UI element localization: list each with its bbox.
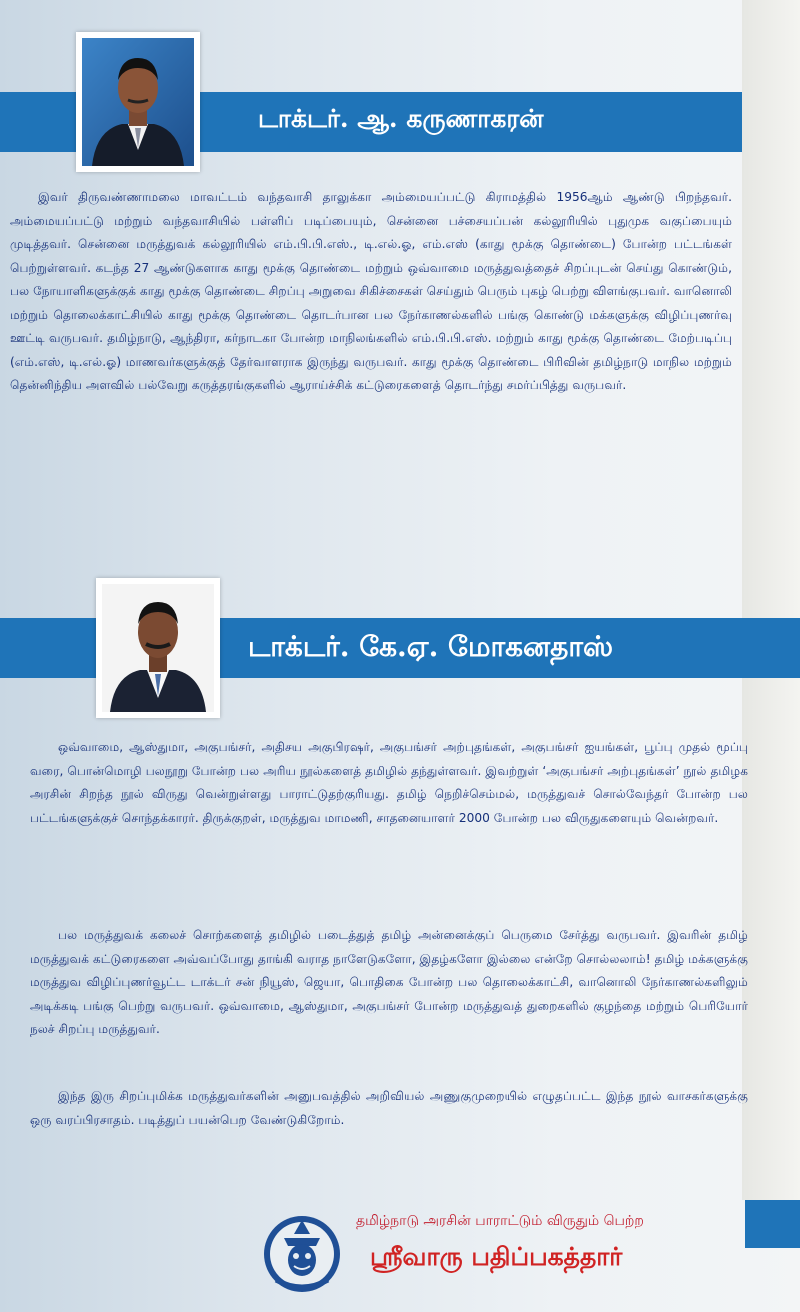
author2-bio-paragraph-1: ஒவ்வாமை, ஆஸ்துமா, அகுபங்சர், அதிசய அகுபிரஷர், அகுபங்சர் அற்புதங்கள், அகுபங்சர் ஐயங்கள், பூப்பு முதல் மூப்பு வரை, பொன்மொழி பலநூறு போன்ற பல அரிய நூல்களைத் தமிழில் தந்துள்ளவர். இவற்றுள் ‘அகுபங்சர் அற்புதங்கள்’ நூல் தமிழக அரசின் சிறந்த நூல் விருது வென்றுள்ளது பாராட்டுதற்குரியது. தமிழ் நெறிச்செம்மல், மருத்துவச் சொல்வேந்தர் போன்ற பல பட்டங்களுக்குச் சொந்தக்காரர். திருக்குறள், மருத்துவ மாமணி, சாதனையாளர் 2000 போன்ற பல விருதுகளையும் வென்றவர்.	[30, 740, 748, 825]
author2-name: டாக்டர். கே.ஏ. மோகனதாஸ்	[248, 630, 614, 663]
author1-photo-frame	[76, 32, 200, 172]
publisher-logo-icon	[258, 1208, 346, 1296]
closing-paragraph: இந்த இரு சிறப்புமிக்க மருத்துவர்களின் அனுபவத்தில் அறிவியல் அணுகுமுறையில் எழுதப்பட்ட இந்த நூல் வாசகர்களுக்கு ஒரு வரப்பிரசாதம். படித்துப் பயன்பெற வேண்டுகிறோம்.	[30, 1089, 748, 1127]
author1-bio: இவர் திருவண்ணாமலை மாவட்டம் வந்தவாசி தாலுக்கா அம்மையப்பட்டு கிராமத்தில் 1956ஆம் ஆண்டு பிறந்தவர். அம்மையப்பட்டு மற்றும் வந்தவாசியில் பள்ளிப் படிப்பையும், சென்னை பச்சையப்பன் கல்லூரியில் புதுமுக வகுப்பையும் முடித்தவர். சென்னை மருத்துவக் கல்லூரியில் எம்.பி.பி.எஸ்., டி.எல்.ஓ, எம்.எஸ் (காது மூக்கு தொண்டை) போன்ற பட்டங்கள் பெற்றுள்ளவர். கடந்த 27 ஆண்டுகளாக காது மூக்கு தொண்டை மற்றும் ஒவ்வாமை மருத்துவத்தைச் சிறப்புடன் செய்து கொண்டும், பல நோயாளிகளுக்குக் காது மூக்கு தொண்டை சிறப்பு அறுவை சிகிச்சைகள் செய்தும் பெரும் புகழ் பெற்று விளங்குபவர். வானொலி மற்றும் தொலைக்காட்சியில் காது மூக்கு தொண்டை தொடர்பான பல நேர்காணல்களில் பங்கு கொண்டு மக்களுக்கு விழிப்புணர்வு ஊட்டி வருபவர். தமிழ்நாடு, ஆந்திரா, கர்நாடகா போன்ற மாநிலங்களில் எம்.பி.பி.எஸ். மற்றும் காது மூக்கு தொண்டை மேற்படிப்பு (எம்.எஸ், டி.எல்.ஓ) மாணவர்களுக்குத் தேர்வாளராக இருந்து வருபவர். காது மூக்கு தொண்டை பிரிவின் தமிழ்நாடு மாநில மற்றும் தென்னிந்திய அளவில் பல்வேறு கருத்தரங்குகளில் ஆராய்ச்சிக் கட்டுரைகளைத் தொடர்ந்து சமர்ப்பித்து வருபவர்.	[10, 190, 732, 392]
page-edge	[742, 0, 800, 1200]
author1-portrait	[82, 38, 194, 166]
edge-color-tab	[745, 1200, 800, 1248]
author2-photo-frame	[96, 578, 220, 718]
author2-bio-paragraph-2: பல மருத்துவக் கலைச் சொற்களைத் தமிழில் படைத்துத் தமிழ் அன்னைக்குப் பெருமை சேர்த்து வருபவர். இவரின் தமிழ் மருத்துவக் கட்டுரைகளை அவ்வப்போது தாங்கி வராத நாளேடுகளோ, இதழ்களோ இல்லை என்றே சொல்லலாம்! தமிழ் மக்களுக்கு மருத்துவ விழிப்புணர்வூட்ட டாக்டர் சன் நியூஸ், ஜெயா, பொதிகை போன்ற பல தொலைக்காட்சி, வானொலி நேர்காணல்களிலும் அடிக்கடி பங்கு பெற்று வருபவர். ஒவ்வாமை, ஆஸ்துமா, அகுபங்சர் போன்ற மருத்துவத் துறைகளில் குழந்தை மற்றும் பெரியோர் நலச் சிறப்பு மருத்துவர்.	[30, 928, 748, 1036]
publisher-tagline: தமிழ்நாடு அரசின் பாராட்டும் விருதும் பெற்ற	[356, 1213, 644, 1229]
publisher-name: ஸ்ரீவாரு பதிப்பகத்தார்	[370, 1242, 623, 1271]
author1-name: டாக்டர். ஆ. கருணாகரன்	[258, 104, 544, 133]
author2-portrait	[102, 584, 214, 712]
